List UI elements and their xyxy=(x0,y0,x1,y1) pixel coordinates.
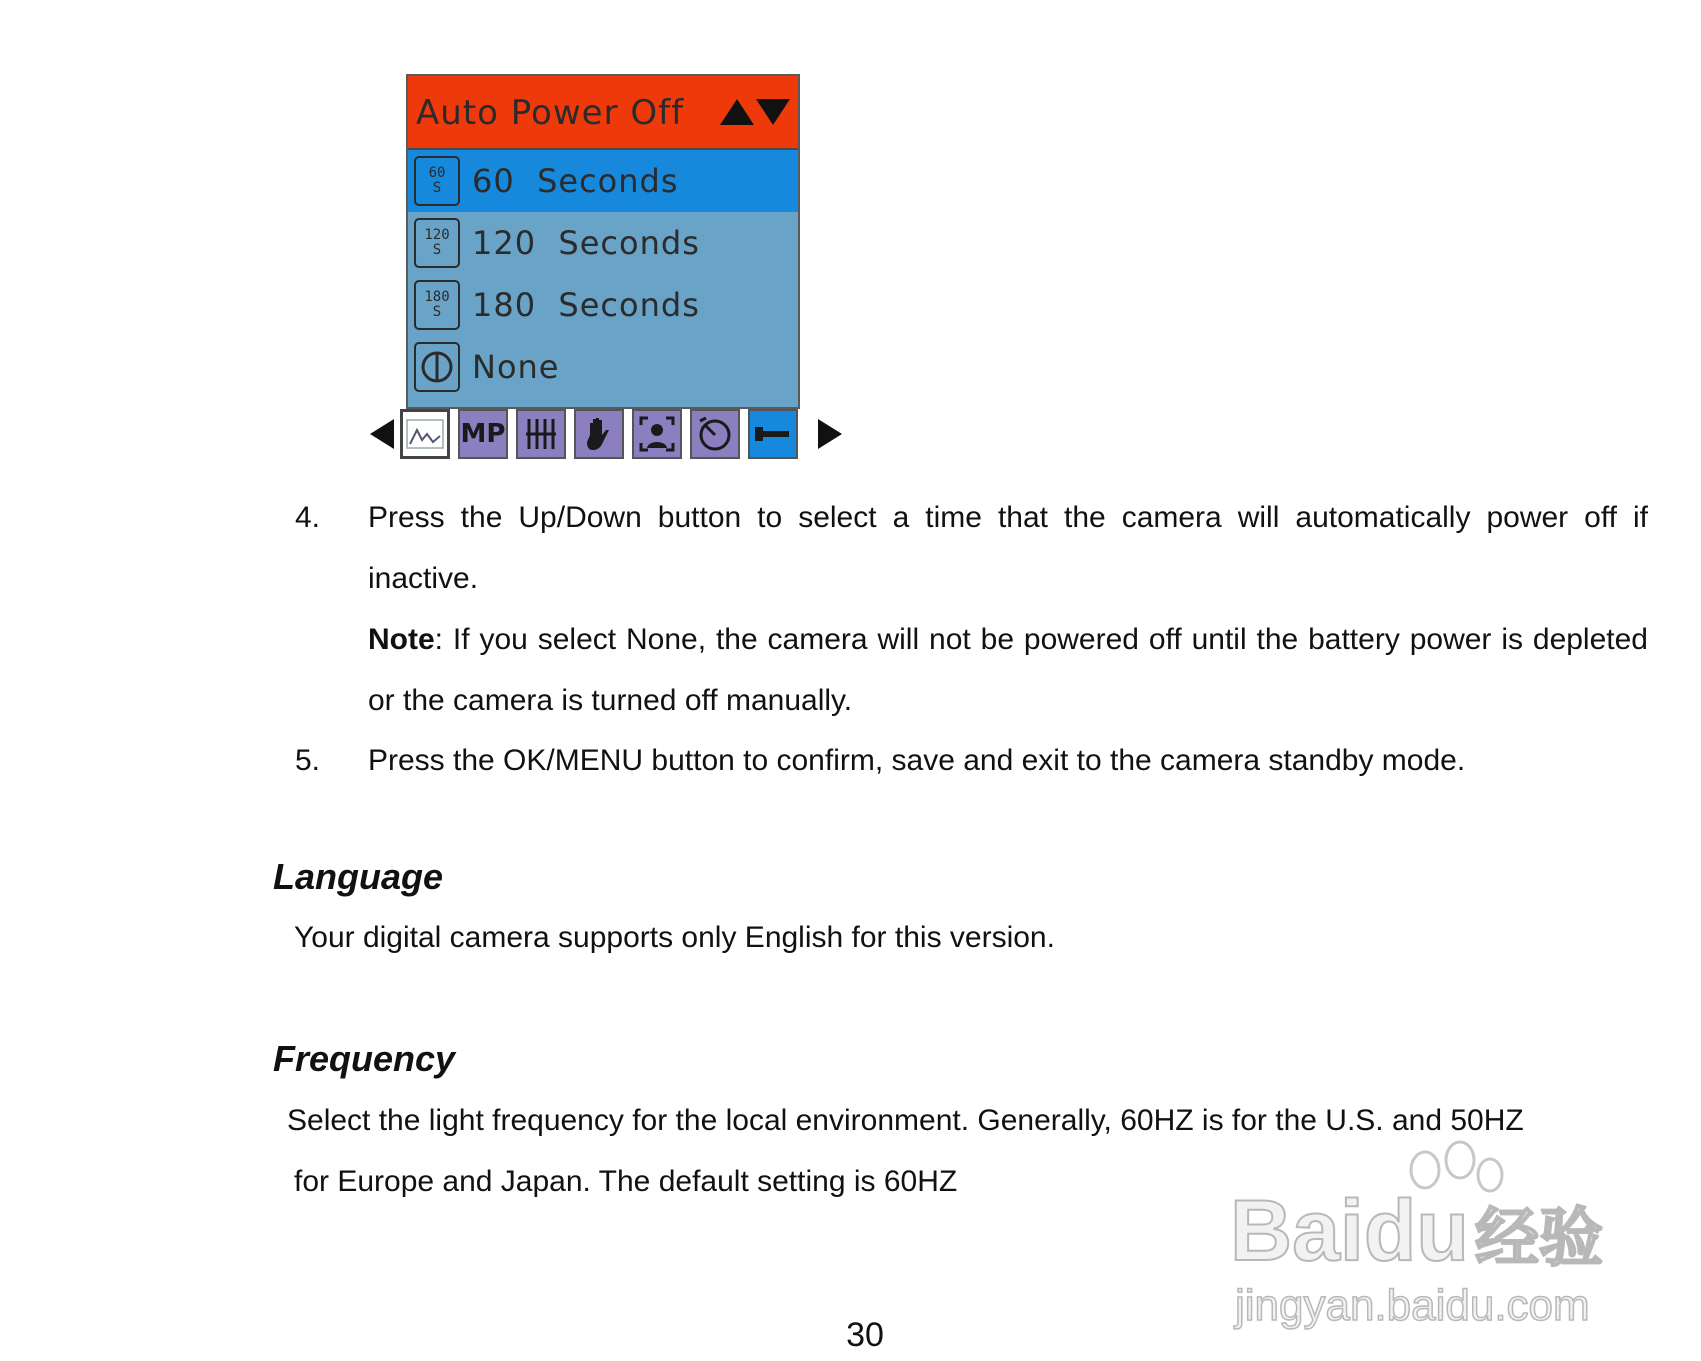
option-label: None xyxy=(472,348,560,386)
menu-tab-strip xyxy=(370,408,842,460)
page-number: 30 xyxy=(846,1316,884,1354)
svg-text:经验: 经验 xyxy=(1475,1202,1603,1276)
svg-text:Baidu: Baidu xyxy=(1230,1183,1469,1279)
step-5 xyxy=(295,730,1648,791)
language-text: Your digital camera supports only English for this version. xyxy=(294,921,1055,954)
option-none[interactable] xyxy=(408,336,798,398)
note-label: Note xyxy=(368,623,435,656)
timer-icon[interactable] xyxy=(690,409,740,459)
timer-60s-icon: 60 S xyxy=(414,156,460,206)
face-icon[interactable] xyxy=(632,409,682,459)
step-number: 5. xyxy=(295,744,321,777)
megapixel-icon[interactable]: MP xyxy=(458,409,508,459)
hand-icon[interactable] xyxy=(574,409,624,459)
power-icon xyxy=(414,342,460,392)
option-180-seconds[interactable] xyxy=(408,274,798,336)
up-down-arrows-icon xyxy=(720,99,790,125)
note-text xyxy=(368,609,1648,731)
menu-title: Auto Power Off xyxy=(416,93,685,133)
svg-text:jingyan.baidu.com: jingyan.baidu.com xyxy=(1235,1281,1590,1330)
frequency-heading: Frequency xyxy=(273,1038,456,1079)
menu-header xyxy=(408,76,798,150)
scene-icon[interactable] xyxy=(400,409,450,459)
step-text: Press the OK/MENU button to confirm, save and exit to the camera standby mode. xyxy=(368,744,1466,777)
baidu-jingyan-watermark xyxy=(1220,1130,1630,1330)
step-text: Press the Up/Down button to select a time that the camera will automatically power off if inactive. xyxy=(368,501,1648,595)
setup-wrench-icon[interactable] xyxy=(748,409,798,459)
step-number: 4. xyxy=(295,501,321,534)
option-label: 120 Seconds xyxy=(472,224,700,262)
frequency-text-line2: for Europe and Japan. The default setting is 60HZ xyxy=(294,1165,958,1198)
right-arrow-icon[interactable] xyxy=(818,419,842,449)
timer-180s-icon: 180 S xyxy=(414,280,460,330)
step-4 xyxy=(295,487,1648,609)
language-heading: Language xyxy=(273,856,444,897)
option-label: 60 Seconds xyxy=(472,162,679,200)
auto-power-off-menu xyxy=(406,74,800,409)
note-body: : If you select None, the camera will not be powered off until the battery power is depleted or the camera is turned off manually. xyxy=(368,623,1648,717)
option-60-seconds[interactable] xyxy=(408,150,798,212)
frequency-text-line1: Select the light frequency for the local environment. Generally, 60HZ is for the U.S. and 50HZ xyxy=(287,1104,1524,1137)
option-label: 180 Seconds xyxy=(472,286,700,324)
step-note xyxy=(295,609,1648,731)
left-arrow-icon[interactable] xyxy=(370,419,394,449)
option-120-seconds[interactable] xyxy=(408,212,798,274)
timer-120s-icon: 120 S xyxy=(414,218,460,268)
quality-icon[interactable] xyxy=(516,409,566,459)
